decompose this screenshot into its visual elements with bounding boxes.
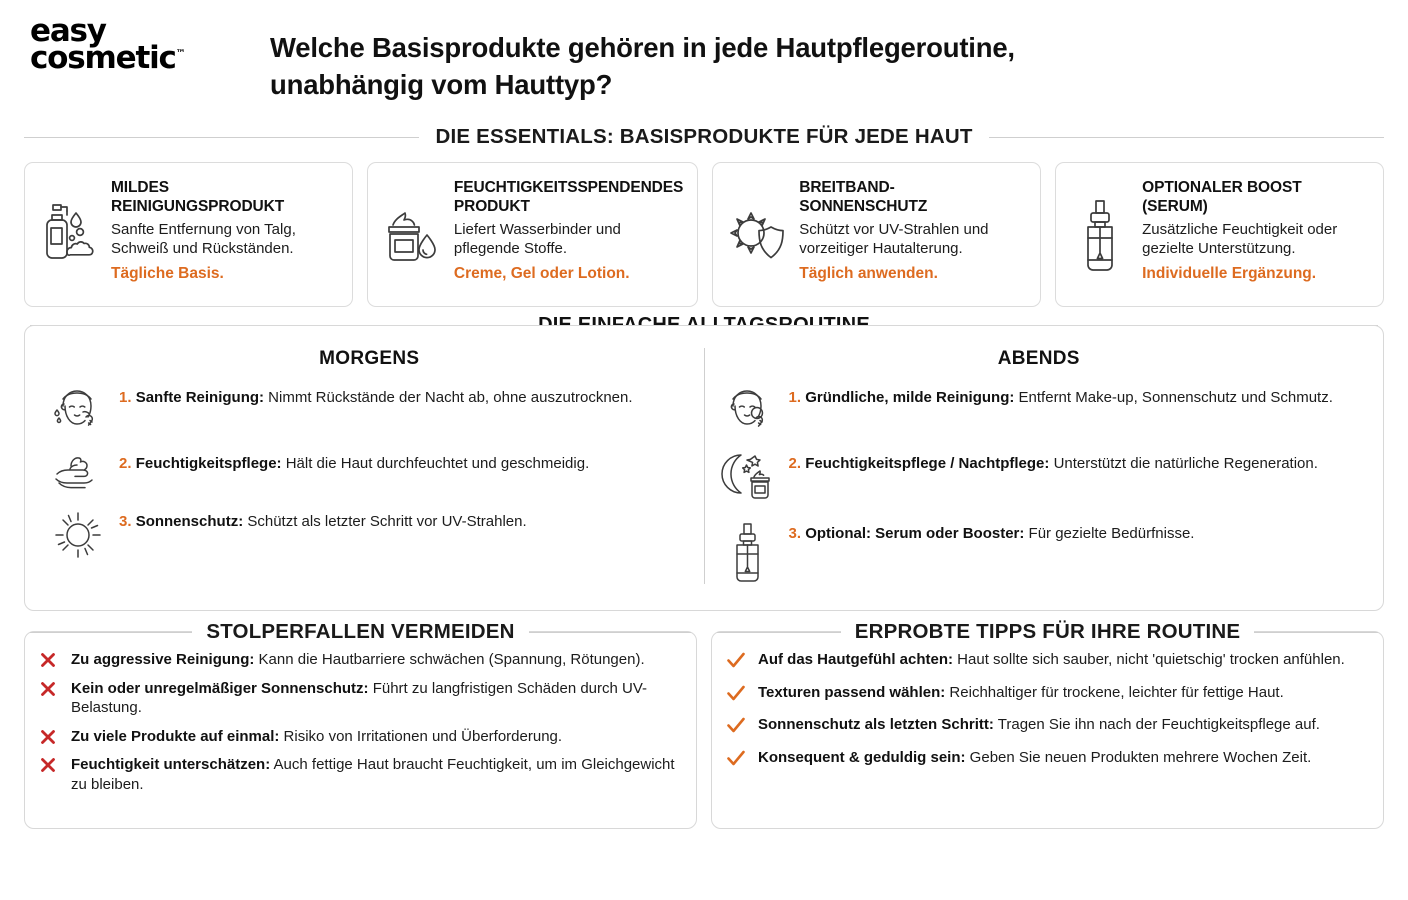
pitfalls-list bbox=[39, 650, 680, 794]
list-item-lead: Zu viele Produkte auf einmal: bbox=[71, 727, 280, 745]
divider-left bbox=[717, 632, 841, 633]
hand-cream-icon bbox=[49, 450, 107, 492]
essential-card-title: MILDES REINIGUNGSPRODUKT bbox=[111, 179, 285, 215]
list-item bbox=[726, 650, 1367, 670]
routine-columns bbox=[25, 326, 1383, 610]
essential-card-tag: Creme, Gel oder Lotion. bbox=[453, 264, 630, 282]
essential-card bbox=[1055, 162, 1384, 307]
list-item-text bbox=[71, 679, 680, 718]
cross-icon bbox=[39, 679, 61, 698]
routine-step bbox=[719, 384, 1360, 434]
routine-step-text bbox=[119, 508, 690, 532]
routine-step bbox=[719, 520, 1360, 584]
tips-header bbox=[711, 620, 1384, 644]
step-rest: Unterstützt die natürliche Regeneration. bbox=[1049, 455, 1318, 472]
cross-icon bbox=[39, 727, 61, 746]
list-item-rest: Risiko von Irritationen und Überforderung. bbox=[279, 727, 563, 745]
bottom-panels bbox=[24, 620, 1384, 829]
brand-logo-line2 bbox=[30, 40, 186, 77]
step-number: 1. bbox=[788, 389, 802, 406]
routine-step bbox=[719, 450, 1360, 504]
routine-column-evening bbox=[705, 348, 1374, 584]
essential-card-desc: Liefert Wasserbinder und pflegende Stoffe. bbox=[453, 220, 621, 257]
list-item-text bbox=[71, 727, 680, 747]
sun-icon bbox=[49, 508, 107, 560]
trademark-symbol: ™ bbox=[175, 48, 186, 60]
step-number: 3. bbox=[119, 513, 132, 530]
essential-card-body bbox=[799, 177, 1026, 294]
pitfalls-panel bbox=[24, 620, 697, 829]
brand-logo bbox=[0, 13, 270, 77]
list-item bbox=[726, 748, 1367, 768]
essential-card-body bbox=[1142, 177, 1369, 294]
page-title bbox=[270, 14, 1408, 103]
serum-dropper-bottle-icon bbox=[719, 520, 777, 584]
divider-right bbox=[989, 137, 1384, 138]
pitfalls-box bbox=[24, 631, 697, 829]
essential-card-desc: Zusätzliche Feuchtigkeit oder gezielte Unterstützung. bbox=[1142, 220, 1338, 257]
divider-right bbox=[1254, 632, 1378, 633]
list-item bbox=[39, 650, 680, 670]
list-item-rest: Geben Sie neuen Produkten mehrere Wochen Zeit. bbox=[965, 748, 1312, 766]
cream-jar-droplet-icon bbox=[380, 177, 444, 294]
check-icon bbox=[726, 748, 748, 767]
divider-left bbox=[30, 632, 192, 633]
list-item-lead: Konsequent & geduldig sein: bbox=[758, 748, 966, 766]
essentials-section-title: DIE ESSENTIALS: BASISPRODUKTE FÜR JEDE HAUT bbox=[435, 125, 973, 148]
list-item-lead: Texturen passend wählen: bbox=[758, 683, 946, 701]
step-number: 2. bbox=[119, 455, 132, 472]
step-lead: Feuchtigkeitspflege / Nachtpflege: bbox=[805, 455, 1050, 472]
check-icon bbox=[726, 715, 748, 734]
brand-logo-line1: easy bbox=[30, 13, 106, 49]
routine-step bbox=[49, 450, 690, 492]
list-item bbox=[39, 755, 680, 794]
routine-column-morning bbox=[35, 348, 705, 584]
essential-card bbox=[24, 162, 353, 307]
morning-title: MORGENS bbox=[319, 348, 420, 369]
cross-icon bbox=[39, 755, 61, 774]
list-item bbox=[726, 683, 1367, 703]
evening-title: ABENDS bbox=[997, 348, 1080, 369]
divider-right bbox=[529, 632, 691, 633]
face-cleansing-icon bbox=[719, 384, 777, 434]
cross-icon bbox=[39, 650, 61, 669]
serum-dropper-bottle-icon bbox=[1068, 177, 1132, 294]
list-item bbox=[39, 679, 680, 718]
tips-list bbox=[726, 650, 1367, 780]
list-item-text bbox=[758, 715, 1367, 735]
list-item-rest: Führt zu langfristigen Schäden durch UV-Belastung. bbox=[71, 679, 648, 716]
routine-step bbox=[49, 508, 690, 560]
page-title-line2: unabhängig vom Hauttyp? bbox=[270, 68, 613, 100]
step-lead: Optional: Serum oder Booster: bbox=[805, 525, 1025, 542]
routine-box bbox=[24, 325, 1384, 611]
brand-logo-word: cosmetic bbox=[30, 40, 176, 77]
list-item bbox=[39, 727, 680, 747]
routine-step-text bbox=[789, 520, 1360, 544]
check-icon bbox=[726, 683, 748, 702]
essential-card-body bbox=[111, 177, 338, 294]
page-header bbox=[0, 0, 1408, 120]
list-item bbox=[726, 715, 1367, 735]
step-number: 1. bbox=[119, 389, 132, 406]
list-item-lead: Zu aggressive Reinigung: bbox=[71, 651, 255, 668]
essential-card-tag: Tägliche Basis. bbox=[111, 264, 224, 282]
moon-night-cream-icon bbox=[719, 450, 777, 504]
step-rest: Hält die Haut durchfeuchtet und geschmeidig. bbox=[281, 455, 590, 472]
routine-step-text bbox=[119, 384, 690, 408]
step-lead: Sonnenschutz: bbox=[135, 513, 244, 530]
list-item-rest: Reichhaltiger für trockene, leichter für fettige Haut. bbox=[945, 683, 1284, 701]
evening-steps bbox=[719, 384, 1360, 584]
step-number: 2. bbox=[788, 455, 802, 472]
essential-card bbox=[712, 162, 1041, 307]
list-item-lead: Feuchtigkeit unterschätzen: bbox=[71, 756, 271, 773]
step-rest: Nimmt Rückstände der Nacht ab, ohne auszutrocknen. bbox=[264, 389, 633, 406]
morning-steps bbox=[49, 384, 690, 560]
list-item-rest: Tragen Sie ihn nach der Feuchtigkeitspflege auf. bbox=[993, 716, 1320, 733]
essential-card-title: OPTIONALER BOOST (SERUM) bbox=[1142, 179, 1302, 215]
tips-box bbox=[711, 631, 1384, 829]
essential-card-title: FEUCHTIGKEITSSPENDENDES PRODUKT bbox=[453, 179, 684, 215]
pitfalls-title: STOLPERFALLEN VERMEIDEN bbox=[192, 620, 528, 644]
step-rest: Für gezielte Bedürfnisse. bbox=[1024, 525, 1195, 542]
sun-shield-icon bbox=[725, 177, 789, 294]
list-item-text bbox=[71, 755, 680, 794]
step-lead: Feuchtigkeitspflege: bbox=[135, 455, 282, 472]
tips-title: ERPROBTE TIPPS FÜR IHRE ROUTINE bbox=[841, 620, 1254, 644]
routine-step-text bbox=[119, 450, 690, 474]
list-item-text bbox=[758, 683, 1367, 703]
pump-bottle-foam-icon bbox=[37, 177, 101, 294]
check-icon bbox=[726, 650, 748, 669]
essential-card-tag: Individuelle Ergänzung. bbox=[1142, 264, 1317, 282]
face-cleansing-icon bbox=[49, 384, 107, 434]
essential-card-tag: Täglich anwenden. bbox=[799, 264, 938, 282]
essential-card-title: BREITBAND- SONNENSCHUTZ bbox=[799, 179, 928, 215]
divider-left bbox=[24, 137, 419, 138]
list-item-lead: Auf das Hautgefühl achten: bbox=[758, 651, 954, 668]
step-rest: Schützt als letzter Schritt vor UV-Strahlen. bbox=[243, 513, 527, 530]
essentials-card-list bbox=[24, 162, 1384, 307]
essential-card bbox=[367, 162, 698, 307]
list-item-rest: Kann die Hautbarriere schwächen (Spannung, Rötungen). bbox=[254, 651, 645, 668]
list-item-lead: Kein oder unregelmäßiger Sonnenschutz: bbox=[71, 679, 369, 697]
list-item-rest: Auch fettige Haut braucht Feuchtigkeit, um im Gleichgewicht zu bleiben. bbox=[71, 756, 675, 793]
essential-card-desc: Sanfte Entfernung von Talg, Schweiß und Rückständen. bbox=[111, 220, 296, 257]
tips-panel bbox=[711, 620, 1384, 829]
list-item-lead: Sonnenschutz als letzten Schritt: bbox=[758, 716, 994, 733]
list-item-text bbox=[758, 748, 1367, 768]
essential-card-desc: Schützt vor UV-Strahlen und vorzeitiger Hautalterung. bbox=[799, 220, 989, 257]
step-number: 3. bbox=[788, 525, 802, 542]
pitfalls-header bbox=[24, 620, 697, 644]
routine-step bbox=[49, 384, 690, 434]
step-rest: Entfernt Make-up, Sonnenschutz und Schmutz. bbox=[1014, 389, 1333, 406]
list-item-rest: Haut sollte sich sauber, nicht 'quietschig' trocken anfühlen. bbox=[953, 651, 1345, 668]
essential-card-body bbox=[454, 177, 683, 294]
step-lead: Sanfte Reinigung: bbox=[135, 389, 265, 406]
routine-step-text bbox=[789, 384, 1360, 408]
list-item-text bbox=[71, 650, 680, 670]
routine-section bbox=[24, 325, 1384, 611]
page-title-line1: Welche Basisprodukte gehören in jede Hautpflegeroutine, bbox=[270, 32, 1015, 63]
list-item-text bbox=[758, 650, 1367, 670]
step-lead: Gründliche, milde Reinigung: bbox=[805, 389, 1015, 406]
routine-step-text bbox=[789, 450, 1360, 474]
essentials-section-header bbox=[24, 120, 1384, 154]
